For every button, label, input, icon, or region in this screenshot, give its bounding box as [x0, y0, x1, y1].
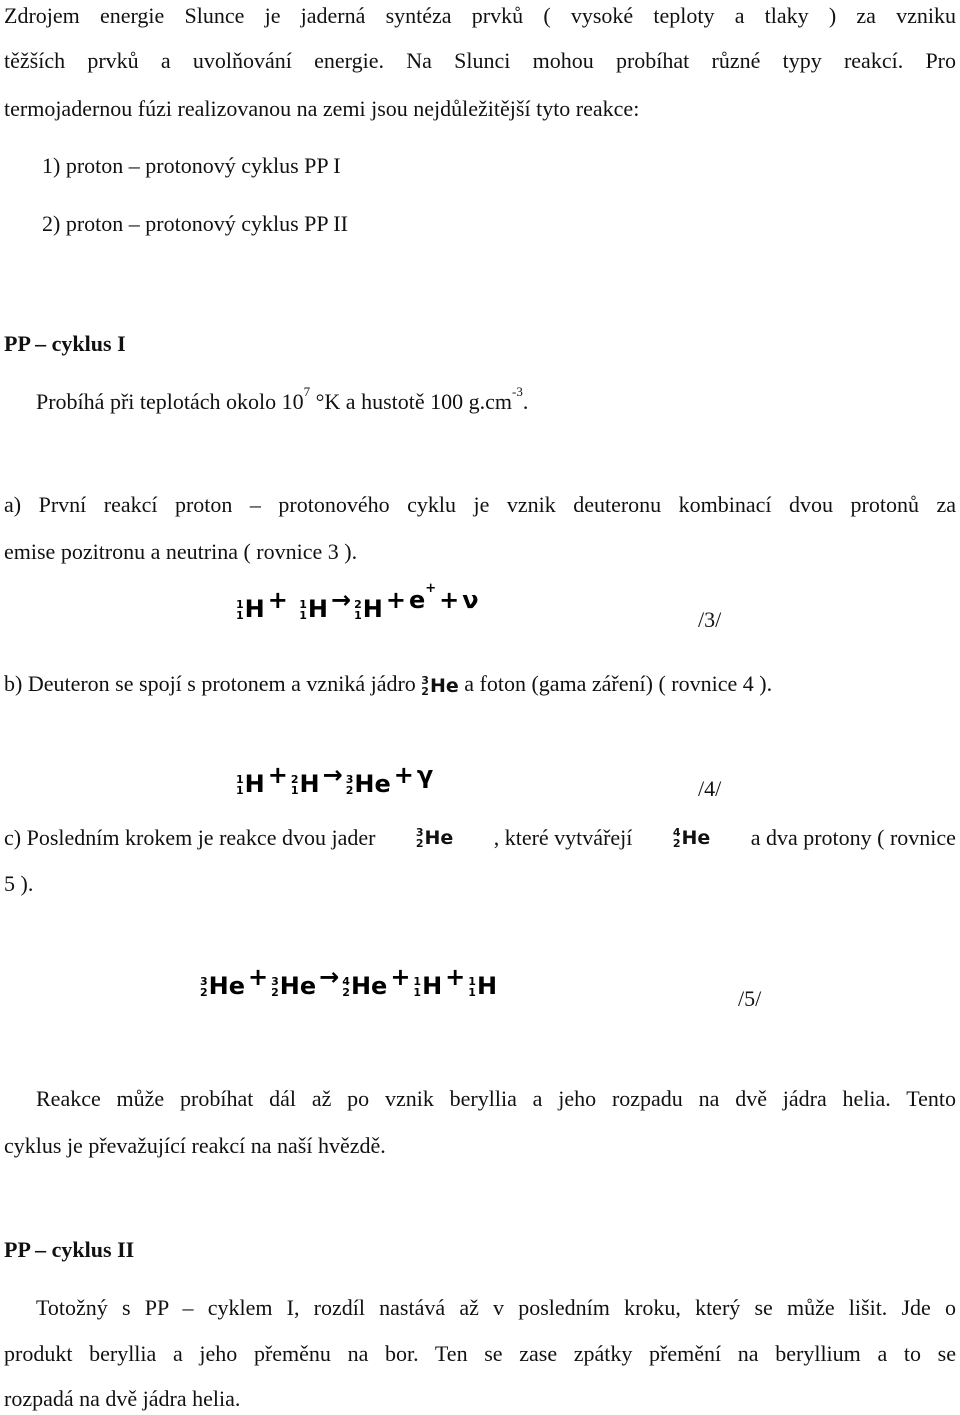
- conditions-post: .: [522, 389, 529, 414]
- equation-5: 3 2 He + 3 2 He → 4 2 He + 1 1 H + 1 1 H: [200, 963, 498, 1001]
- list-item-pp1: 1) proton – protonový cyklus PP I: [42, 153, 341, 178]
- step-a-line-2: emise pozitronu a neutrina ( rovnice 3 ).: [4, 539, 358, 564]
- nucleus-he4-inline: 4 2 He: [672, 826, 711, 851]
- heading-pp-cycle-1: PP – cyklus I: [4, 331, 126, 356]
- step-c-line-1: [4, 824, 956, 853]
- conditions-exp-density: -3: [512, 384, 523, 399]
- after-line-1: Reakce může probíhat dál až po vznik beryllia a jeho rozpadu na dvě jádra helia. Tento: [36, 1086, 956, 1111]
- intro-line-1: Zdrojem energie Slunce je jaderná syntéza prvků ( vysoké teploty a tlaky ) za vzniku: [4, 3, 956, 28]
- heading-pp-cycle-2: PP – cyklus II: [4, 1237, 135, 1262]
- step-b-line: [4, 670, 772, 699]
- after-line-2: cyklus je převažující reakcí na naší hvězdě.: [4, 1133, 386, 1158]
- list-item-pp2: 2) proton – protonový cyklus PP II: [42, 211, 348, 236]
- conditions-mid: °K a hustotě 100 g.cm: [310, 389, 513, 414]
- equation-3: 1 1 H + 1 1 H → 2 1 H + e+ + ν: [236, 581, 479, 624]
- pp2-line-1: Totožný s PP – cyklem I, rozdíl nastává až v posledním kroku, který se může lišit. Jde o: [36, 1295, 956, 1320]
- step-c-mid: , které vytvářejí: [493, 825, 633, 850]
- conditions-pre: Probíhá při teplotách okolo 10: [36, 389, 304, 414]
- pp2-line-3: rozpadá na dvě jádra helia.: [4, 1386, 241, 1411]
- step-c-pre: c) Posledním krokem je reakce dvou jader: [4, 825, 376, 850]
- step-c-line-2: 5 ).: [4, 871, 34, 896]
- step-a-line-1: a) První reakcí proton – protonového cyklu je vznik deuteronu kombinací dvou protonů za: [4, 492, 956, 517]
- equation-4-number: /4/: [698, 776, 722, 801]
- conditions-text: [36, 384, 529, 417]
- intro-line-2: těžších prvků a uvolňování energie. Na Slunci mohou probíhat různé typy reakcí. Pro: [4, 48, 956, 73]
- step-b-post: a foton (gama záření) ( rovnice 4 ).: [464, 671, 773, 696]
- equation-5-number: /5/: [738, 986, 762, 1011]
- step-c-post: a dva protony ( rovnice: [750, 825, 956, 850]
- equation-3-number: /3/: [698, 607, 722, 632]
- step-b-pre: b) Deuteron se spojí s protonem a vzniká jádro: [4, 671, 416, 696]
- pp2-line-2: produkt beryllia a jeho přeměnu na bor. Ten se zase zpátky přemění na beryllium a to se: [4, 1341, 956, 1366]
- intro-line-3: termojadernou fúzi realizovanou na zemi jsou nejdůležitější tyto reakce:: [4, 96, 640, 121]
- equation-4: 1 1 H + 2 1 H → 3 2 He + γ: [236, 761, 434, 799]
- nucleus-he3-inline-c: 3 2 He: [415, 826, 454, 851]
- nucleus-he3-inline: 3 2 He: [421, 673, 459, 698]
- conditions-exp-temp: 7: [303, 384, 311, 399]
